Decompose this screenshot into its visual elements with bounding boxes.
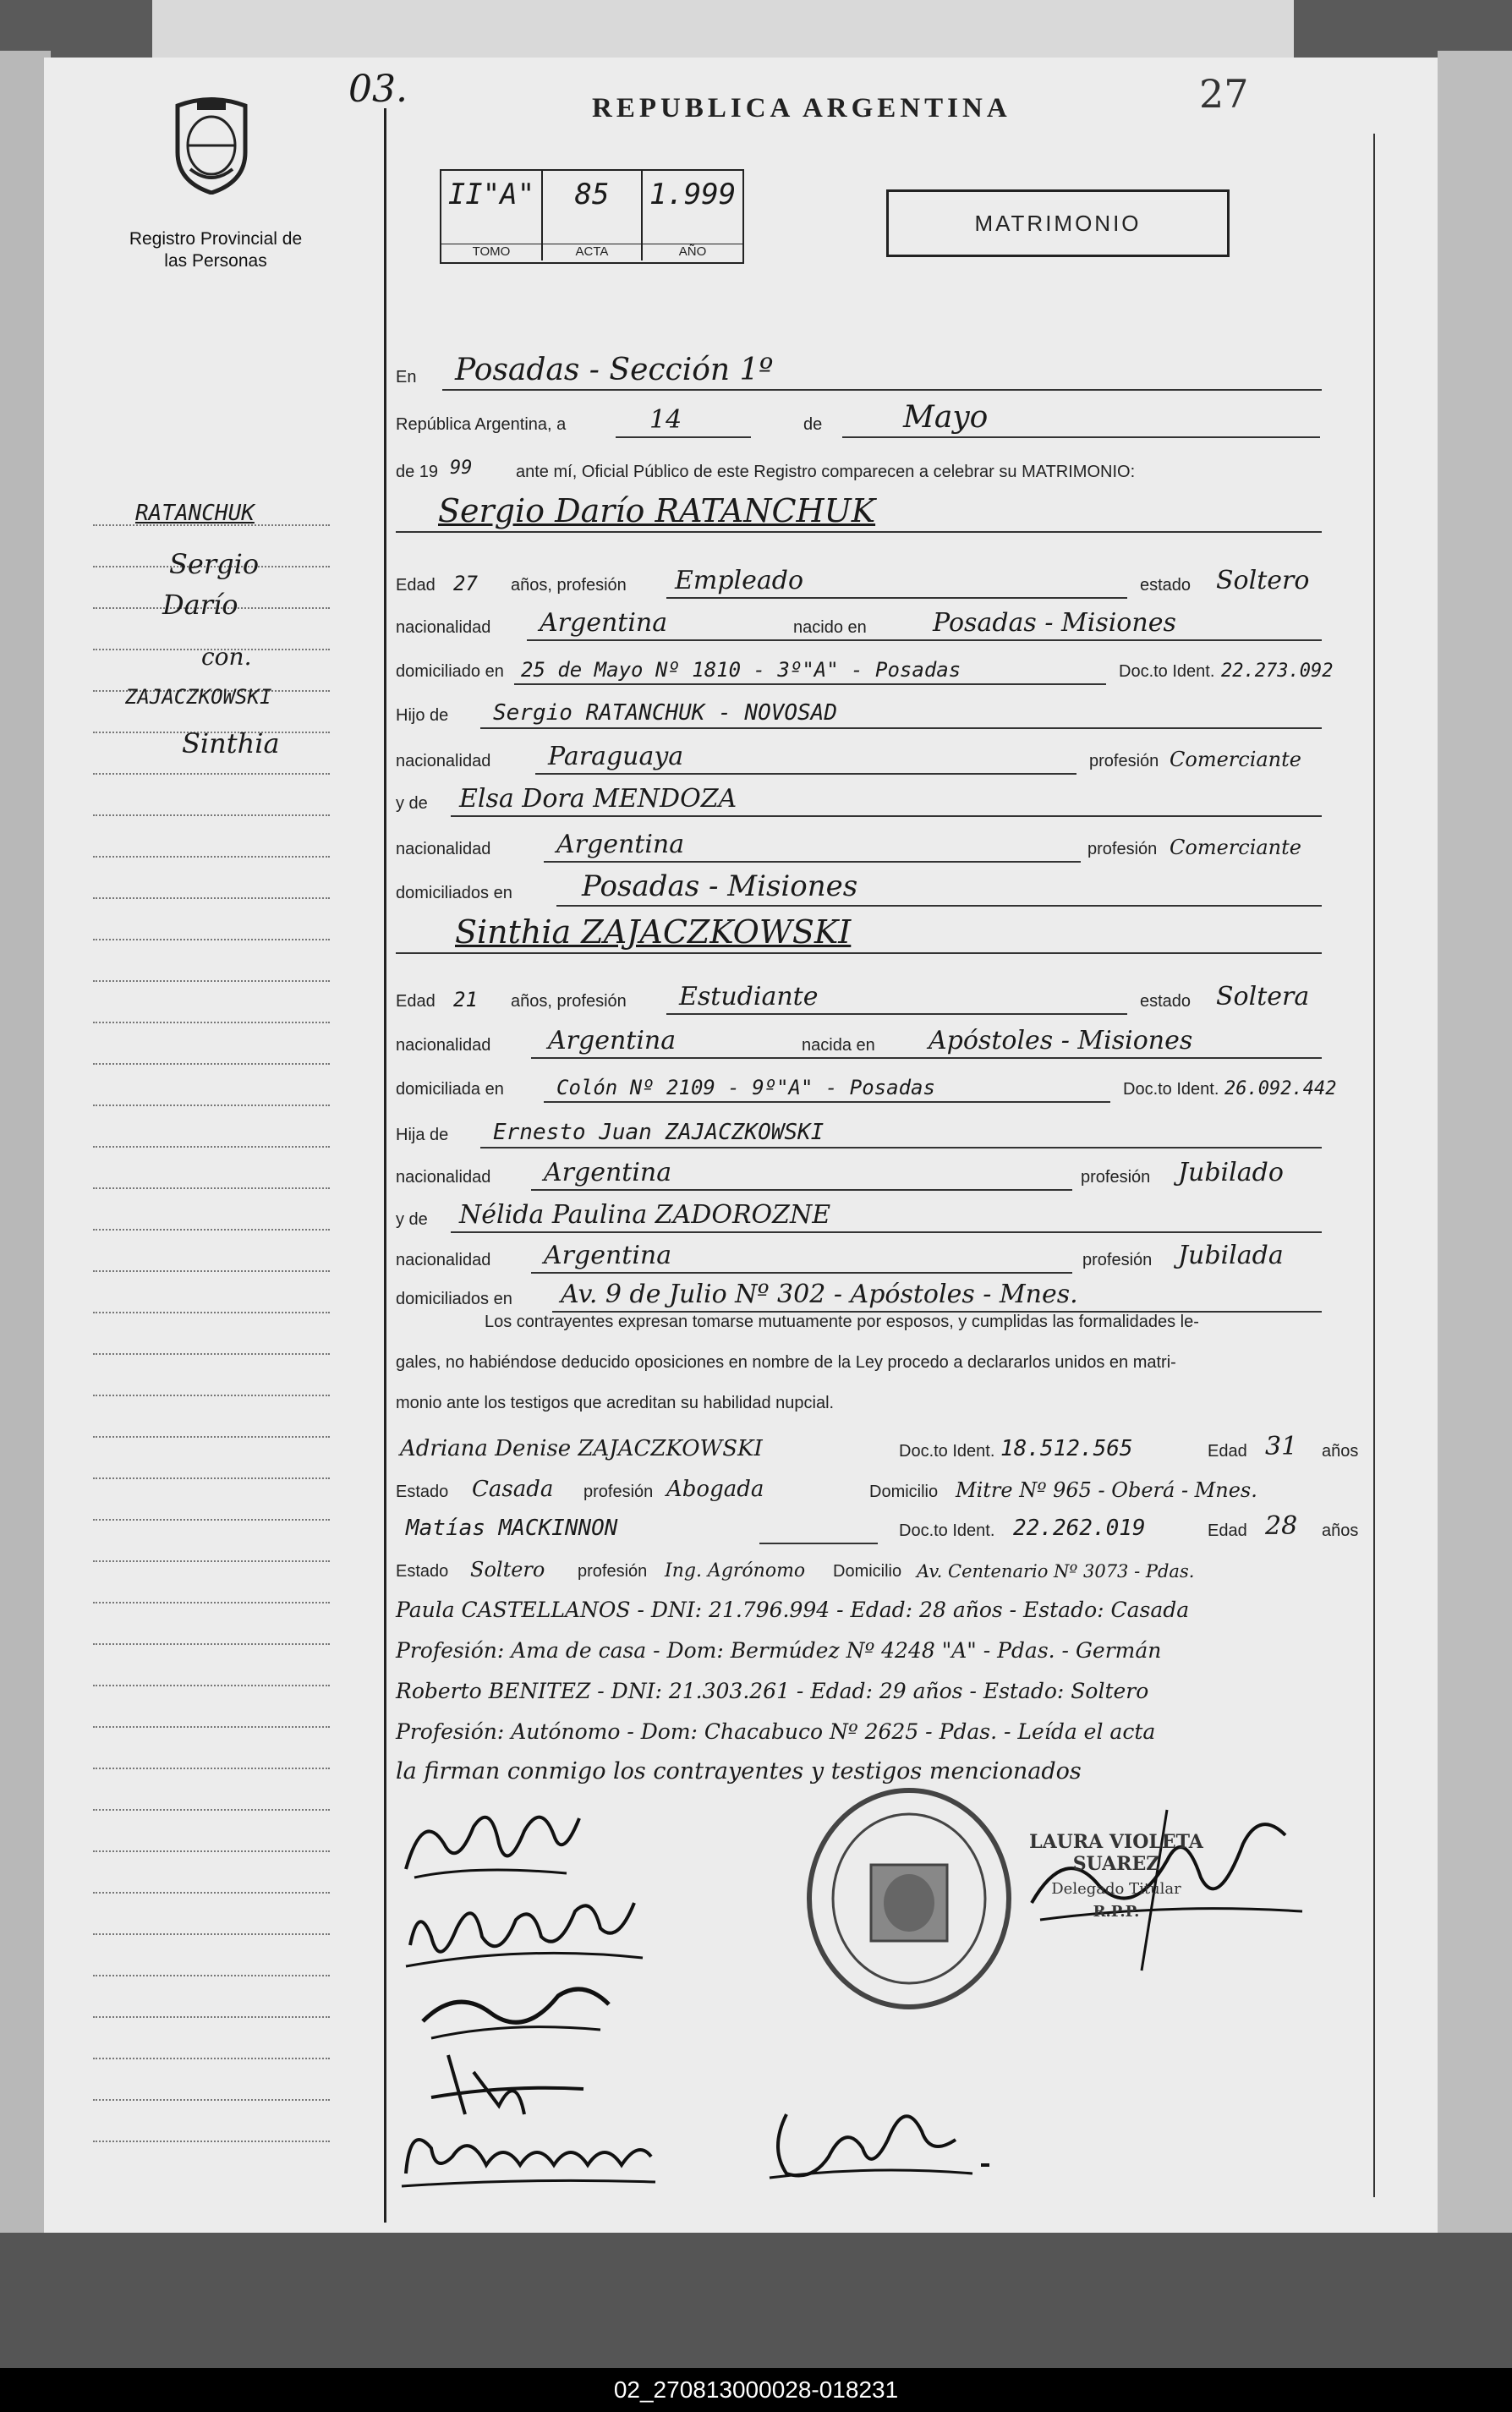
margin-ruled-line (93, 1395, 330, 1396)
row-groom-age (353, 555, 1326, 602)
signature-witness-3 (393, 2106, 664, 2199)
witness1-age: 31 (1265, 1432, 1298, 1461)
row-groom-nationality (353, 597, 1326, 644)
label-profesion: profesión (1087, 840, 1158, 858)
registry-label: Registro Provincial de las Personas (129, 229, 303, 271)
label-estado: estado (1140, 992, 1192, 1011)
reference-table (440, 169, 744, 264)
label-profesion: profesión (1081, 1168, 1151, 1187)
bride-civil-status: Soltera (1216, 982, 1310, 1011)
label-nacionalidad: nacionalidad (396, 752, 491, 770)
margin-ruled-line (93, 2058, 330, 2059)
witness2-name: Matías MACKINNON (406, 1516, 618, 1541)
label-nacida-en: nacida en (802, 1036, 875, 1055)
label-edad: Edad (396, 992, 436, 1011)
margin-ruled-line (93, 1643, 330, 1645)
label-de-year: de 19 (396, 463, 439, 481)
margin-ruled-line (93, 1063, 330, 1065)
margin-ruled-line (93, 1436, 330, 1438)
ref-acta-value: 85 (574, 178, 610, 211)
margin-ruled-line (93, 1768, 330, 1769)
official-seal-icon (795, 1784, 1023, 2013)
label-ante-mi: ante mí, Oficial Público de este Registro comparecen a celebrar su MATRIMONIO: (516, 463, 1136, 481)
label-nacionalidad: nacionalidad (396, 1168, 491, 1187)
note-line-3: Roberto BENITEZ - DNI: 21.303.261 - Edad: 29 años - Estado: Soltero (396, 1679, 1149, 1703)
bride-father: Ernesto Juan ZAJACZKOWSKI (493, 1120, 824, 1145)
margin-ruled-line (93, 1312, 330, 1313)
note-line-5: la firman conmigo los contrayentes y testigos mencionados (396, 1758, 1082, 1784)
margin-ruled-line (93, 1560, 330, 1562)
ref-acta-label: ACTA (543, 244, 641, 259)
row-groom-name (353, 489, 1326, 536)
bride-nationality: Argentina (548, 1026, 677, 1055)
groom-civil-status: Soltero (1216, 566, 1310, 595)
bride-profession: Estudiante (679, 982, 819, 1011)
label-hija-de: Hija de (396, 1126, 449, 1144)
witness1-profession: Abogada (666, 1477, 764, 1502)
ref-ano-label: AÑO (643, 244, 742, 259)
label-hijo-de: Hijo de (396, 706, 449, 725)
label-y-de: y de (396, 794, 428, 813)
label-anos-profesion: años, profesión (511, 992, 627, 1011)
label-profesion: profesión (583, 1483, 654, 1501)
margin-ruled-line (93, 2016, 330, 2018)
corner-note: 03. (348, 68, 408, 111)
groom-name: Sergio Darío RATANCHUK (438, 492, 876, 529)
groom-birthplace: Posadas - Misiones (933, 608, 1176, 638)
row-bride-father (353, 1105, 1326, 1152)
groom-age: 27 (453, 572, 478, 595)
witness1-address: Mitre Nº 965 - Oberá - Mnes. (956, 1478, 1257, 1502)
margin-ruled-line (93, 939, 330, 940)
witness2-address: Av. Centenario Nº 3073 - Pdas. (917, 1561, 1195, 1582)
margin-ruled-line (93, 1809, 330, 1811)
margin-groom-second: Darío (162, 589, 238, 621)
bride-parents-address: Av. 9 de Julio Nº 302 - Apóstoles - Mnes. (561, 1280, 1078, 1309)
groom-dni: 22.273.092 (1221, 661, 1334, 682)
groom-father-profession: Comerciante (1170, 748, 1301, 771)
label-edad-cap: Edad (1208, 1521, 1247, 1540)
label-domicilio: Domicilio (833, 1562, 902, 1581)
margin-ruled-line (93, 1022, 330, 1023)
label-y-de: y de (396, 1210, 428, 1229)
bride-mother-nationality: Argentina (544, 1241, 672, 1270)
row-place (353, 347, 1326, 394)
label-doc-ident: Doc.to Ident. (899, 1442, 995, 1461)
official-name: LAURA VIOLETA SUAREZ (1029, 1831, 1203, 1875)
place-year: 99 (450, 458, 473, 479)
label-doc-ident: Doc.to Ident. (1119, 662, 1215, 681)
label-nacionalidad: nacionalidad (396, 840, 491, 858)
signature-witness-4 (753, 2080, 989, 2199)
background-bottom (0, 2233, 1512, 2368)
groom-mother-profession: Comerciante (1170, 836, 1301, 859)
label-domiciliados-en: domiciliados en (396, 884, 512, 902)
row-bride-nationality (353, 1015, 1326, 1062)
label-anos: años (1322, 1442, 1359, 1461)
margin-ruled-line (93, 2141, 330, 2142)
place-day: 14 (649, 405, 682, 435)
statement-line-2: gales, no habiéndose deducido oposiciones en nombre de la Ley procedo a declararlos unidos en matri- (396, 1353, 1176, 1372)
bride-dni: 26.092.442 (1224, 1078, 1337, 1099)
label-edad: Edad (396, 576, 436, 595)
note-line-2: Profesión: Ama de casa - Dom: Bermúdez Nº 4248 "A" - Pdas. - Germán (396, 1638, 1162, 1663)
label-nacionalidad: nacionalidad (396, 1251, 491, 1269)
margin-groom-first: Sergio (169, 548, 260, 580)
witness2-profession: Ing. Agrónomo (665, 1560, 806, 1582)
margin-ruled-line (93, 1353, 330, 1355)
label-nacionalidad: nacionalidad (396, 618, 491, 637)
margin-ruled-line (93, 2099, 330, 2101)
bride-name: Sinthia ZAJACZKOWSKI (455, 913, 852, 951)
groom-profession: Empleado (675, 566, 804, 595)
signature-groom (397, 1793, 592, 1894)
groom-mother-nationality: Argentina (556, 830, 685, 859)
label-domiciliada-en: domiciliada en (396, 1080, 504, 1099)
scan-caption: 02_270813000028-018231 (0, 2368, 1512, 2412)
coat-of-arms-icon (165, 93, 258, 195)
witness1-dni: 18.512.565 (1000, 1436, 1133, 1461)
ref-ano (643, 171, 742, 260)
margin-ruled-line (93, 1602, 330, 1603)
official-title: Delegado Titular (1051, 1880, 1181, 1898)
label-doc-ident: Doc.to Ident. (899, 1521, 995, 1540)
ref-acta (543, 171, 643, 260)
row-bride-parents-address (353, 1269, 1326, 1316)
label-profesion: profesión (1089, 752, 1159, 770)
witness2-civil-status: Soltero (470, 1558, 545, 1582)
margin-ruled-line (93, 1726, 330, 1728)
bride-father-nationality: Argentina (544, 1158, 672, 1187)
row-groom-father-nat (353, 731, 1326, 778)
witness1-civil-status: Casada (472, 1477, 554, 1502)
margin-groom-surname: RATANCHUK (135, 501, 255, 526)
ref-ano-value: 1.999 (649, 178, 737, 211)
label-estado: estado (1140, 576, 1192, 595)
label-nacionalidad: nacionalidad (396, 1036, 491, 1055)
row-date (353, 394, 1326, 441)
groom-father-nationality: Paraguaya (548, 742, 684, 771)
groom-father: Sergio RATANCHUK - NOVOSAD (493, 700, 837, 726)
label-doc-ident: Doc.to Ident. (1123, 1080, 1219, 1099)
margin-ruled-line (93, 856, 330, 858)
margin-ruled-line (93, 1933, 330, 1935)
ref-tomo-value: II"A" (447, 178, 535, 211)
statement-line-3: monio ante los testigos que acreditan su habilidad nupcial. (396, 1394, 835, 1412)
label-domiciliado-en: domiciliado en (396, 662, 504, 681)
row-bride-father-nat (353, 1147, 1326, 1194)
bride-mother: Nélida Paulina ZADOROZNE (459, 1200, 831, 1230)
margin-ruled-line (93, 773, 330, 775)
label-estado-cap: Estado (396, 1562, 449, 1581)
bride-address: Colón Nº 2109 - 9º"A" - Posadas (556, 1076, 935, 1099)
note-line-1: Paula CASTELLANOS - DNI: 21.796.994 - Edad: 28 años - Estado: Casada (396, 1598, 1190, 1622)
bride-father-profession: Jubilado (1178, 1158, 1284, 1187)
row-groom-mother-nat (353, 819, 1326, 866)
official-stamp-text (994, 1831, 1239, 1921)
margin-ruled-line (93, 980, 330, 982)
label-en: En (396, 368, 417, 386)
label-anos: años (1322, 1521, 1359, 1540)
bride-mother-profession: Jubilada (1178, 1241, 1284, 1270)
margin-ruled-line (93, 1270, 330, 1272)
document-header: REPUBLICA ARGENTINA (592, 93, 1011, 123)
margin-ruled-line (93, 1187, 330, 1189)
margin-ruled-line (93, 1477, 330, 1479)
row-bride-address (353, 1059, 1337, 1106)
margin-bride-surname: ZAJACZKOWSKI (125, 685, 272, 709)
row-groom-parents-address (353, 863, 1326, 910)
margin-ruled-line (93, 1685, 330, 1686)
place-city: Posadas - Sección 1º (455, 353, 774, 387)
margin-ruled-line (93, 1229, 330, 1231)
margin-bride-first: Sinthia (182, 727, 280, 759)
label-nacido-en: nacido en (793, 618, 867, 637)
margin-ruled-line (93, 814, 330, 816)
margin-ruled-line (93, 1892, 330, 1894)
groom-parents-address: Posadas - Misiones (582, 869, 858, 903)
groom-nationality: Argentina (540, 608, 668, 638)
row-bride-age (353, 971, 1326, 1018)
page-number: 27 (1199, 71, 1249, 117)
margin-connector: con. (201, 643, 252, 671)
margin-ruled-line (93, 1519, 330, 1521)
ref-tomo (441, 171, 543, 260)
row-groom-address (353, 641, 1334, 688)
label-profesion: profesión (578, 1562, 648, 1581)
groom-mother: Elsa Dora MENDOZA (459, 784, 737, 814)
label-republica: República Argentina, a (396, 415, 567, 434)
label-anos-profesion: años, profesión (511, 576, 627, 595)
label-de: de (803, 415, 823, 434)
background-left-page (0, 51, 51, 2368)
right-border (1373, 134, 1375, 2197)
witness1-name: Adriana Denise ZAJACZKOWSKI (400, 1436, 763, 1461)
label-edad-cap: Edad (1208, 1442, 1247, 1461)
margin-ruled-line (93, 1850, 330, 1852)
row-groom-mother (353, 773, 1326, 820)
row-bride-name (353, 910, 1326, 957)
official-org: R.P.P. (1093, 1903, 1140, 1921)
act-type-box: MATRIMONIO (886, 189, 1230, 257)
ref-tomo-label: TOMO (441, 244, 541, 259)
witness2-dni: 22.262.019 (1013, 1516, 1146, 1541)
label-profesion: profesión (1082, 1251, 1153, 1269)
groom-address: 25 de Mayo Nº 1810 - 3º"A" - Posadas (521, 658, 961, 682)
note-line-4: Profesión: Autónomo - Dom: Chacabuco Nº 2625 - Pdas. - Leída el acta (396, 1719, 1156, 1744)
label-domiciliados-en: domiciliados en (396, 1290, 512, 1308)
bride-age: 21 (453, 988, 478, 1011)
background-right (1438, 51, 1512, 2368)
label-domicilio: Domicilio (869, 1483, 939, 1501)
margin-ruled-line (93, 1975, 330, 1976)
label-estado-cap: Estado (396, 1483, 449, 1501)
row-groom-father (353, 685, 1326, 732)
place-month: Mayo (903, 400, 989, 435)
margin-ruled-line (93, 1146, 330, 1148)
witness2-age: 28 (1265, 1511, 1298, 1541)
margin-ruled-line (93, 897, 330, 899)
bride-birthplace: Apóstoles - Misiones (929, 1026, 1193, 1055)
margin-ruled-line (93, 1105, 330, 1106)
background-page-edge (152, 0, 1294, 59)
statement-line-1: Los contrayentes expresan tomarse mutuamente por esposos, y cumplidas las formalidades le- (485, 1313, 1199, 1331)
row-year (353, 441, 1326, 489)
